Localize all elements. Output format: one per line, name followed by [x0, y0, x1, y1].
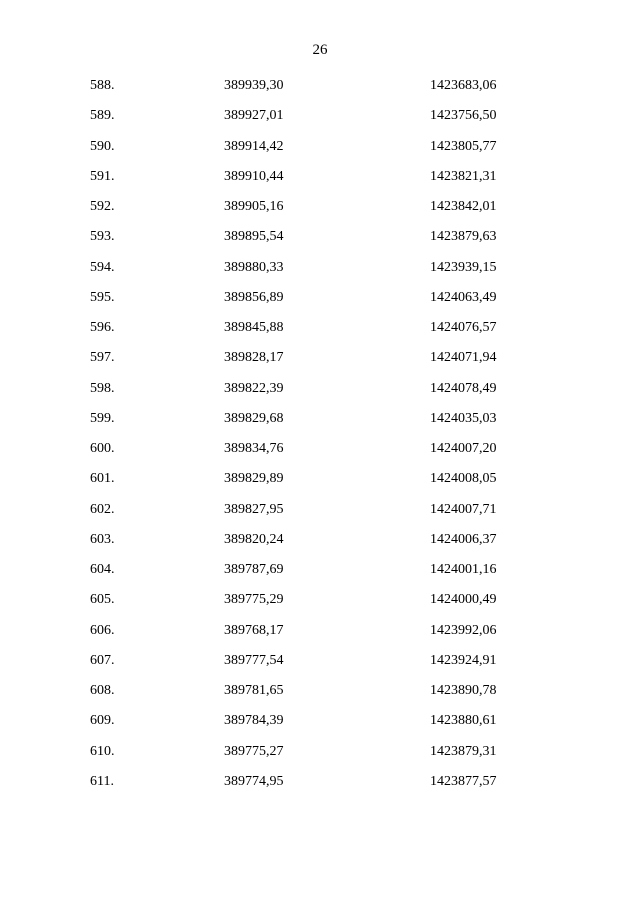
table-row	[0, 135, 640, 165]
table-row	[0, 195, 640, 225]
y-coordinate: 1424071,94	[430, 350, 497, 366]
x-coordinate: 389781,65	[224, 683, 284, 698]
x-coordinate: 389775,29	[224, 592, 284, 608]
y-coordinate: 1424006,37	[430, 531, 497, 547]
point-number: 592.	[90, 199, 115, 214]
point-number: 607.	[90, 652, 115, 668]
y-coordinate: 1423821,31	[430, 168, 497, 184]
x-coordinate: 389834,76	[224, 441, 284, 456]
page-number: 26	[312, 42, 328, 58]
point-number: 594.	[90, 259, 115, 275]
point-number: 604.	[90, 562, 115, 577]
point-number: 603.	[90, 531, 115, 547]
x-coordinate: 389775,27	[224, 743, 284, 759]
table-row	[0, 165, 640, 195]
x-coordinate: 389777,54	[224, 652, 284, 668]
y-coordinate: 1424001,16	[430, 562, 497, 577]
y-coordinate: 1423890,78	[430, 683, 497, 698]
y-coordinate: 1423939,15	[430, 259, 497, 275]
table-row	[0, 377, 640, 407]
y-coordinate: 1424008,05	[430, 471, 497, 487]
point-number: 601.	[90, 471, 115, 487]
table-row	[0, 770, 640, 800]
y-coordinate: 1423805,77	[430, 138, 497, 154]
point-number: 596.	[90, 320, 115, 335]
table-row	[0, 437, 640, 467]
table-row	[0, 528, 640, 558]
point-number: 608.	[90, 683, 115, 698]
point-number: 610.	[90, 743, 115, 759]
y-coordinate: 1424035,03	[430, 410, 497, 426]
table-row	[0, 679, 640, 709]
point-number: 600.	[90, 441, 115, 456]
x-coordinate: 389895,54	[224, 229, 284, 245]
y-coordinate: 1423877,57	[430, 773, 497, 789]
coordinate-table	[0, 74, 640, 800]
table-row	[0, 709, 640, 739]
point-number: 598.	[90, 380, 115, 396]
y-coordinate: 1424063,49	[430, 289, 497, 305]
point-number: 609.	[90, 713, 115, 729]
x-coordinate: 389910,44	[224, 168, 284, 184]
x-coordinate: 389787,69	[224, 562, 284, 577]
table-row	[0, 619, 640, 649]
x-coordinate: 389939,30	[224, 78, 284, 93]
point-number: 593.	[90, 229, 115, 245]
table-row	[0, 649, 640, 679]
y-coordinate: 1423924,91	[430, 652, 497, 668]
point-number: 597.	[90, 350, 115, 366]
x-coordinate: 389845,88	[224, 320, 284, 335]
x-coordinate: 389768,17	[224, 622, 284, 638]
point-number: 611.	[90, 773, 114, 789]
y-coordinate: 1423879,63	[430, 229, 497, 245]
table-row	[0, 104, 640, 134]
point-number: 599.	[90, 410, 115, 426]
y-coordinate: 1423992,06	[430, 622, 497, 638]
point-number: 606.	[90, 622, 115, 638]
y-coordinate: 1423879,31	[430, 743, 497, 759]
table-row	[0, 225, 640, 255]
point-number: 605.	[90, 592, 115, 608]
table-row	[0, 588, 640, 618]
y-coordinate: 1424007,20	[430, 441, 497, 456]
table-row	[0, 256, 640, 286]
x-coordinate: 389905,16	[224, 199, 284, 214]
point-number: 590.	[90, 138, 115, 154]
y-coordinate: 1424078,49	[430, 380, 497, 396]
table-row	[0, 74, 640, 104]
y-coordinate: 1424000,49	[430, 592, 497, 608]
x-coordinate: 389856,89	[224, 289, 284, 305]
x-coordinate: 389914,42	[224, 138, 284, 154]
x-coordinate: 389827,95	[224, 501, 284, 517]
x-coordinate: 389828,17	[224, 350, 284, 366]
y-coordinate: 1424007,71	[430, 501, 497, 517]
table-row	[0, 740, 640, 770]
point-number: 588.	[90, 78, 115, 93]
x-coordinate: 389822,39	[224, 380, 284, 396]
x-coordinate: 389820,24	[224, 531, 284, 547]
x-coordinate: 389784,39	[224, 713, 284, 729]
x-coordinate: 389880,33	[224, 259, 284, 275]
x-coordinate: 389829,68	[224, 410, 284, 426]
table-row	[0, 316, 640, 346]
table-row	[0, 407, 640, 437]
x-coordinate: 389829,89	[224, 471, 284, 487]
y-coordinate: 1423683,06	[430, 78, 497, 93]
y-coordinate: 1423880,61	[430, 713, 497, 729]
table-row	[0, 558, 640, 588]
table-row	[0, 467, 640, 497]
table-row	[0, 498, 640, 528]
x-coordinate: 389927,01	[224, 108, 284, 124]
y-coordinate: 1424076,57	[430, 320, 497, 335]
point-number: 589.	[90, 108, 115, 124]
y-coordinate: 1423842,01	[430, 199, 497, 214]
table-row	[0, 286, 640, 316]
point-number: 591.	[90, 168, 115, 184]
point-number: 595.	[90, 289, 115, 305]
table-row	[0, 346, 640, 376]
x-coordinate: 389774,95	[224, 773, 284, 789]
y-coordinate: 1423756,50	[430, 108, 497, 124]
point-number: 602.	[90, 501, 115, 517]
